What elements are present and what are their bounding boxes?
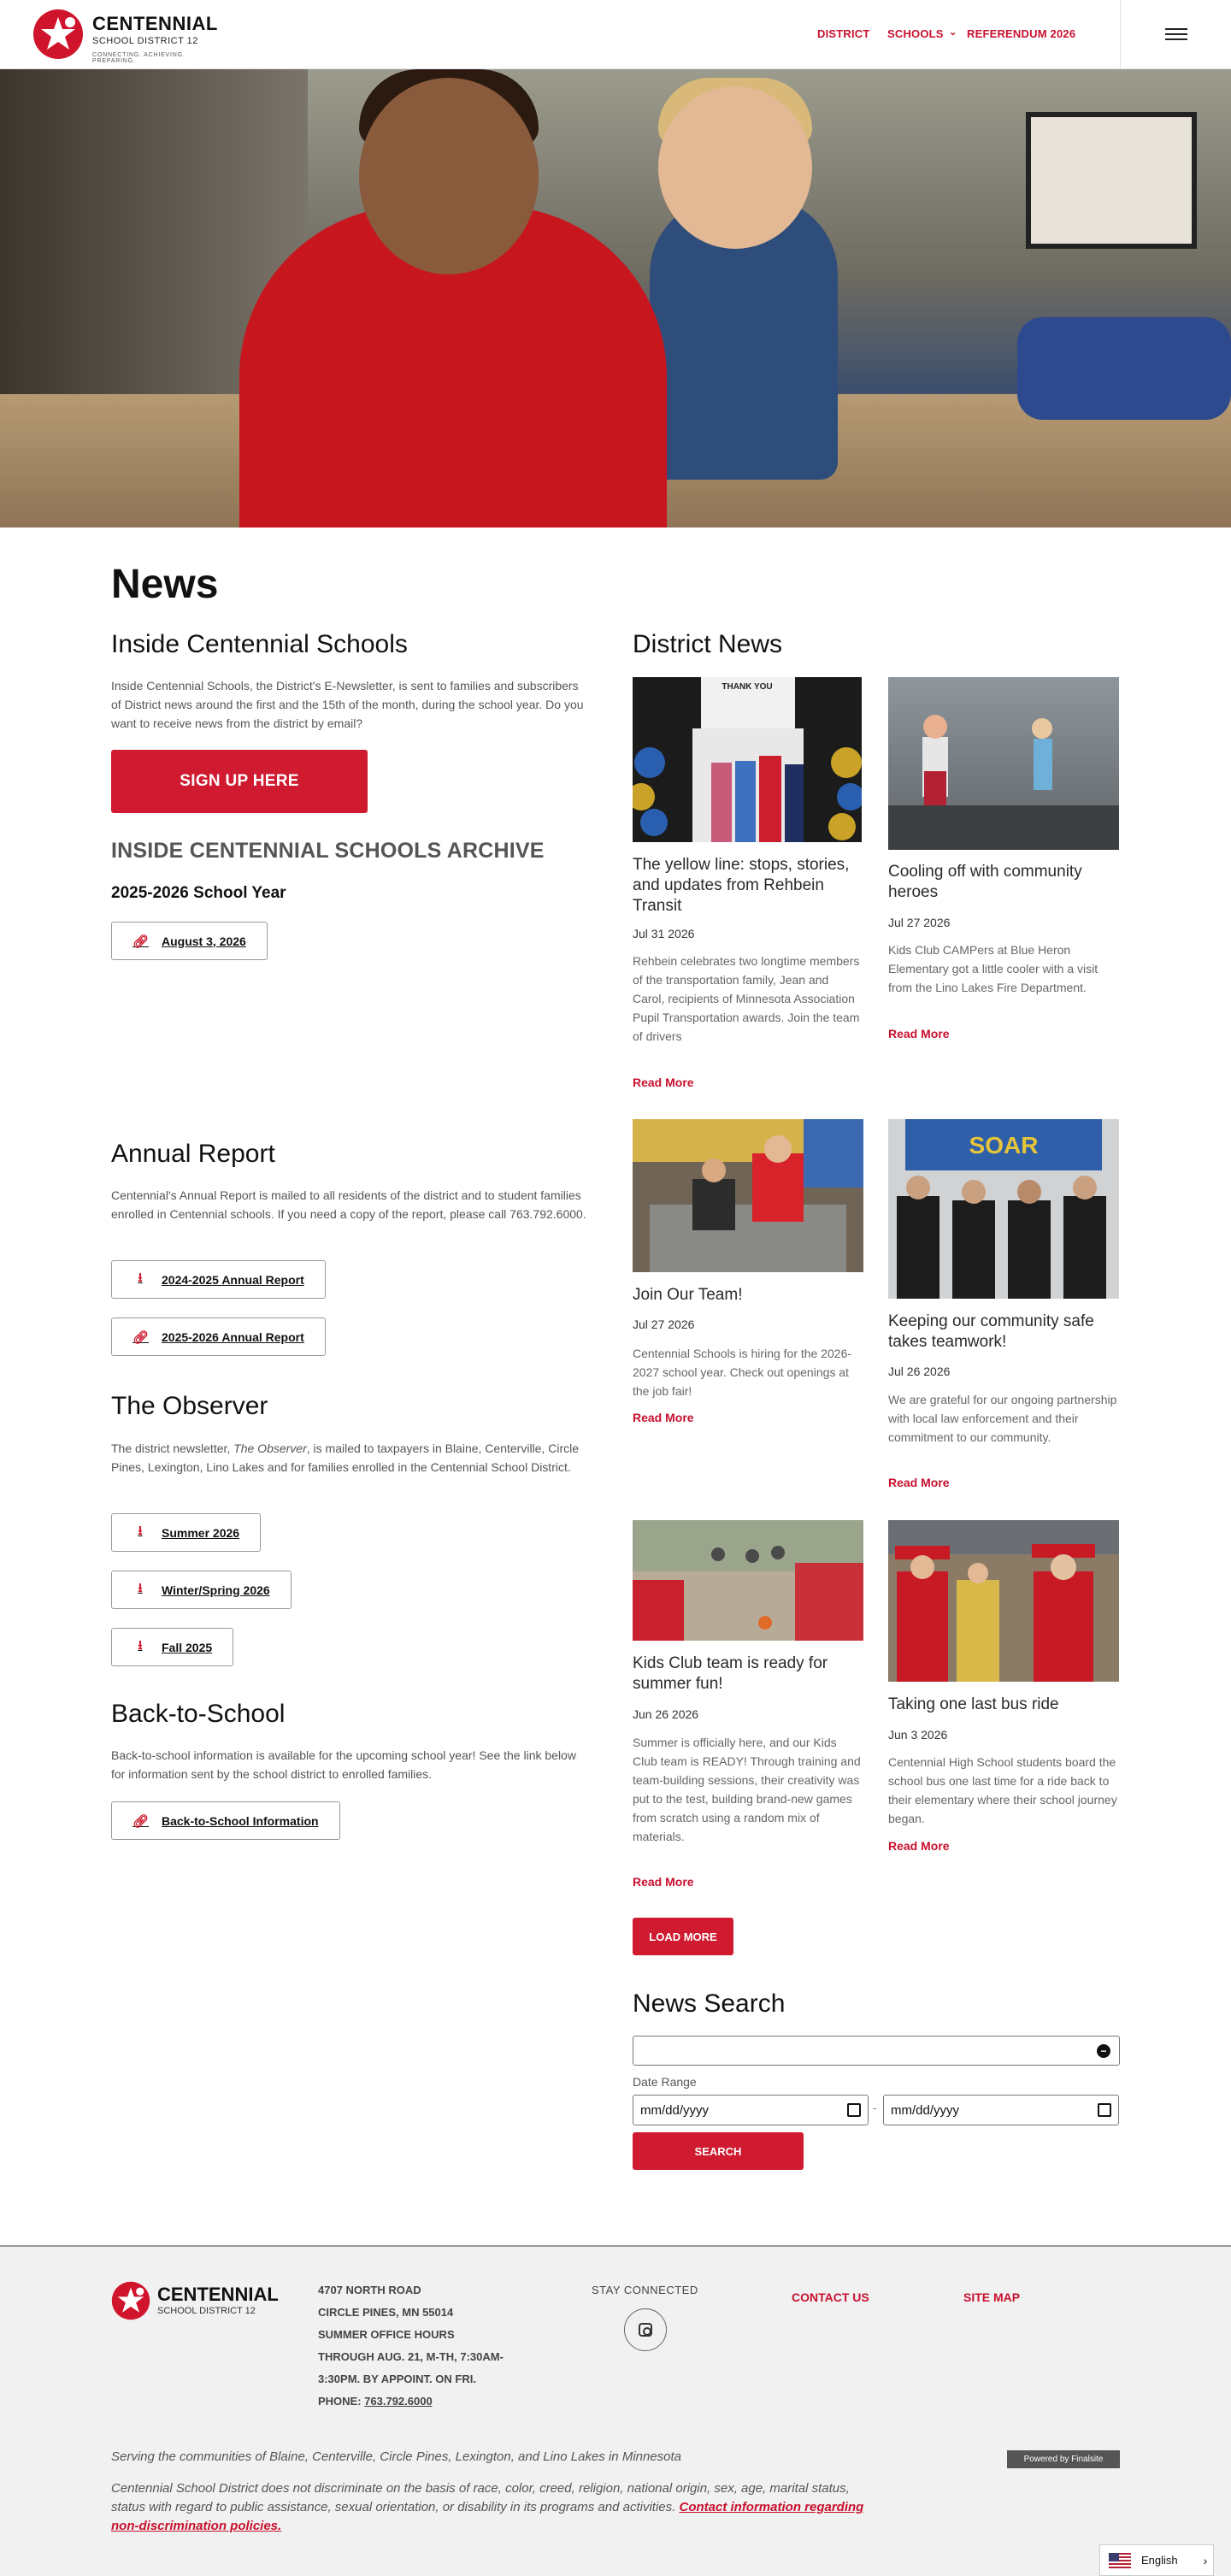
serving-communities-text: Serving the communities of Blaine, Centerville, Circle Pines, Lexington, and Lino Lakes in Minnesota (111, 2449, 682, 2464)
article-image[interactable] (633, 1119, 863, 1272)
article-date: Jul 27 2026 (888, 916, 951, 929)
download-icon: ⭳ (138, 1524, 143, 1538)
download-icon: ⭳ (138, 1581, 143, 1595)
annual-report-2024-link[interactable]: ⭳ 2024-2025 Annual Report (111, 1260, 326, 1299)
non-discrimination-text: Centennial School District does not discriminate on the basis of race, color, creed, religion, national origin, sex, age, marital status, status with regard to public assistance, sexual orientation, or disability in its programs and activities. Contact information regarding non-discrimination policies. (111, 2481, 864, 2533)
svg-text:SOAR: SOAR (969, 1132, 1039, 1158)
calendar-icon[interactable] (1098, 2103, 1111, 2117)
article-excerpt: Summer is officially here, and our Kids Club team is READY! Through training and team-building sessions, their creativity was put to the test, building brand-new games from scratch using a random mix of materials. (633, 1736, 861, 1843)
phone-link[interactable]: 763.792.6000 (364, 2395, 433, 2408)
article-excerpt: Kids Club CAMPers at Blue Heron Elementary got a little cooler with a visit from the Lino Lakes Fire Department. (888, 943, 1098, 994)
back-to-school-text: Back-to-school information is available for the upcoming school year! See the link below for information sent by the school district to enrolled families. (111, 1748, 576, 1781)
article-excerpt: Centennial High School students board the school bus one last time for a ride back to their elementary where their school journey began. (888, 1755, 1117, 1825)
star-logo-icon (111, 2281, 150, 2320)
article-title[interactable]: Cooling off with community heroes (888, 863, 1082, 901)
hero-image (0, 69, 1231, 528)
nav-schools[interactable]: SCHOOLS (887, 27, 944, 40)
calendar-icon[interactable] (847, 2103, 861, 2117)
nav-district[interactable]: DISTRICT (817, 27, 870, 40)
link-icon: 🔗︎ (133, 1329, 150, 1345)
chevron-down-icon[interactable]: ⌄ (949, 27, 957, 38)
archive-heading: INSIDE CENTENNIAL SCHOOLS ARCHIVE (111, 839, 545, 863)
download-icon: ⭳ (138, 1638, 143, 1653)
article-date: Jun 26 2026 (633, 1707, 699, 1721)
annual-report-2025-link[interactable]: 🔗︎ 2025-2026 Annual Report (111, 1317, 326, 1356)
article-image[interactable] (888, 677, 1119, 850)
stay-connected-label: STAY CONNECTED (592, 2284, 698, 2296)
article-image[interactable] (633, 677, 862, 842)
link-icon: 🔗︎ (133, 934, 150, 949)
link-icon: 🔗︎ (133, 1813, 150, 1829)
back-to-school-link[interactable]: 🔗︎ Back-to-School Information (111, 1801, 340, 1840)
article-title[interactable]: The yellow line: stops, stories, and updates from Rehbein Transit (633, 856, 850, 915)
menu-button[interactable] (1120, 0, 1231, 69)
archive-link-aug-3[interactable]: 🔗︎ August 3, 2026 (111, 922, 268, 960)
observer-winter-link[interactable]: ⭳ Winter/Spring 2026 (111, 1571, 292, 1609)
sign-up-button[interactable]: SIGN UP HERE (111, 750, 368, 813)
read-more-link[interactable]: Read More (633, 1875, 694, 1889)
read-more-link[interactable]: Read More (888, 1839, 950, 1853)
observer-summer-link[interactable]: ⭳ Summer 2026 (111, 1513, 261, 1552)
article-excerpt: We are grateful for our ongoing partnership with local law enforcement and their commitment to our community. (888, 1393, 1117, 1444)
logo-sub: SCHOOL DISTRICT 12 (92, 36, 198, 46)
article-image[interactable] (888, 1520, 1119, 1682)
load-more-button[interactable]: LOAD MORE (633, 1918, 733, 1955)
article-date: Jun 3 2026 (888, 1728, 948, 1742)
footer-address: 4707 NORTH ROAD CIRCLE PINES, MN 55014 SUMMER OFFICE HOURS THROUGH AUG. 21, M-TH, 7:30AM- 3:30PM. BY APPOINT. ON FRI. PHONE: 763.792.6000 (318, 2284, 504, 2408)
article-image[interactable] (888, 1119, 1119, 1299)
read-more-link[interactable]: Read More (888, 1027, 950, 1040)
back-to-school-heading: Back-to-School (111, 1700, 286, 1728)
search-button[interactable]: SEARCH (633, 2132, 804, 2170)
district-logo[interactable] (32, 9, 229, 62)
powered-by-badge[interactable]: Powered by Finalsite (1007, 2450, 1120, 2468)
news-search-heading: News Search (633, 1989, 786, 2018)
article-date: Jul 31 2026 (633, 927, 695, 940)
observer-fall-link[interactable]: ⭳ Fall 2025 (111, 1628, 233, 1666)
article-title[interactable]: Kids Club team is ready for summer fun! (633, 1654, 828, 1693)
language-selector[interactable]: English › (1099, 2544, 1214, 2576)
newsletter-text: Inside Centennial Schools, the District's E-Newsletter, is sent to families and subscribers of District news around the first and the 15th of the month, during the school year. Do you want to receive news from the district by email? (111, 679, 584, 730)
article-date: Jul 26 2026 (888, 1365, 951, 1378)
download-icon: ⭳ (138, 1270, 143, 1285)
clear-icon[interactable]: − (1097, 2044, 1110, 2058)
read-more-link[interactable]: Read More (633, 1411, 694, 1424)
us-flag-icon (1109, 2553, 1131, 2568)
non-discrimination-link[interactable]: Contact information regarding non-discrimination policies. (111, 2500, 864, 2533)
newsletter-heading: Inside Centennial Schools (111, 630, 408, 658)
logo-tagline: CONNECTING. ACHIEVING. PREPARING. (92, 52, 186, 64)
instagram-icon[interactable] (624, 2308, 667, 2351)
hamburger-icon (1165, 28, 1187, 40)
article-date: Jul 27 2026 (633, 1317, 695, 1331)
site-header (0, 0, 1231, 69)
article-title[interactable]: Taking one last bus ride (888, 1695, 1059, 1713)
chevron-right-icon: › (1203, 2553, 1208, 2567)
district-news-heading: District News (633, 630, 783, 658)
news-search-select[interactable] (633, 2036, 1120, 2066)
date-from-input[interactable]: mm/dd/yyyy (633, 2095, 869, 2125)
annual-report-text: Centennial's Annual Report is mailed to all residents of the district and to student families enrolled in Centennial schools. If you need a copy of the report, please call 763.792.6000. (111, 1188, 586, 1221)
site-map-link[interactable]: SITE MAP (963, 2290, 1021, 2304)
nav-referendum[interactable]: REFERENDUM 2026 (967, 27, 1076, 40)
read-more-link[interactable]: Read More (888, 1476, 950, 1489)
footer-logo[interactable]: CENTENNIAL SCHOOL DISTRICT 12 (111, 2281, 299, 2325)
date-range-label: Date Range (633, 2075, 697, 2089)
page-title: News (111, 562, 219, 607)
school-year-heading: 2025-2026 School Year (111, 884, 286, 902)
logo-name: CENTENNIAL (92, 13, 218, 34)
svg-text:THANK YOU: THANK YOU (722, 682, 773, 692)
date-separator: - (873, 2101, 877, 2114)
annual-report-heading: Annual Report (111, 1140, 275, 1168)
contact-us-link[interactable]: CONTACT US (792, 2290, 869, 2304)
article-title[interactable]: Join Our Team! (633, 1286, 743, 1304)
article-title[interactable]: Keeping our community safe takes teamwork! (888, 1312, 1094, 1351)
article-excerpt: Rehbein celebrates two longtime members of the transportation family, Jean and Carol, recipients of Minnesota Association Pupil Transportation awards. Join the team of drivers (633, 954, 860, 1043)
observer-heading: The Observer (111, 1392, 268, 1420)
date-to-input[interactable]: mm/dd/yyyy (883, 2095, 1119, 2125)
read-more-link[interactable]: Read More (633, 1076, 694, 1089)
article-image[interactable] (633, 1520, 863, 1641)
article-excerpt: Centennial Schools is hiring for the 2026-2027 school year. Check out openings at the job fair! (633, 1347, 852, 1398)
star-logo-icon (32, 9, 84, 60)
observer-text: The district newsletter, The Observer, is mailed to taxpayers in Blaine, Centerville, Circle Pines, Lexington, Lino Lakes and for families enrolled in the Centennial School District. (111, 1441, 580, 1474)
